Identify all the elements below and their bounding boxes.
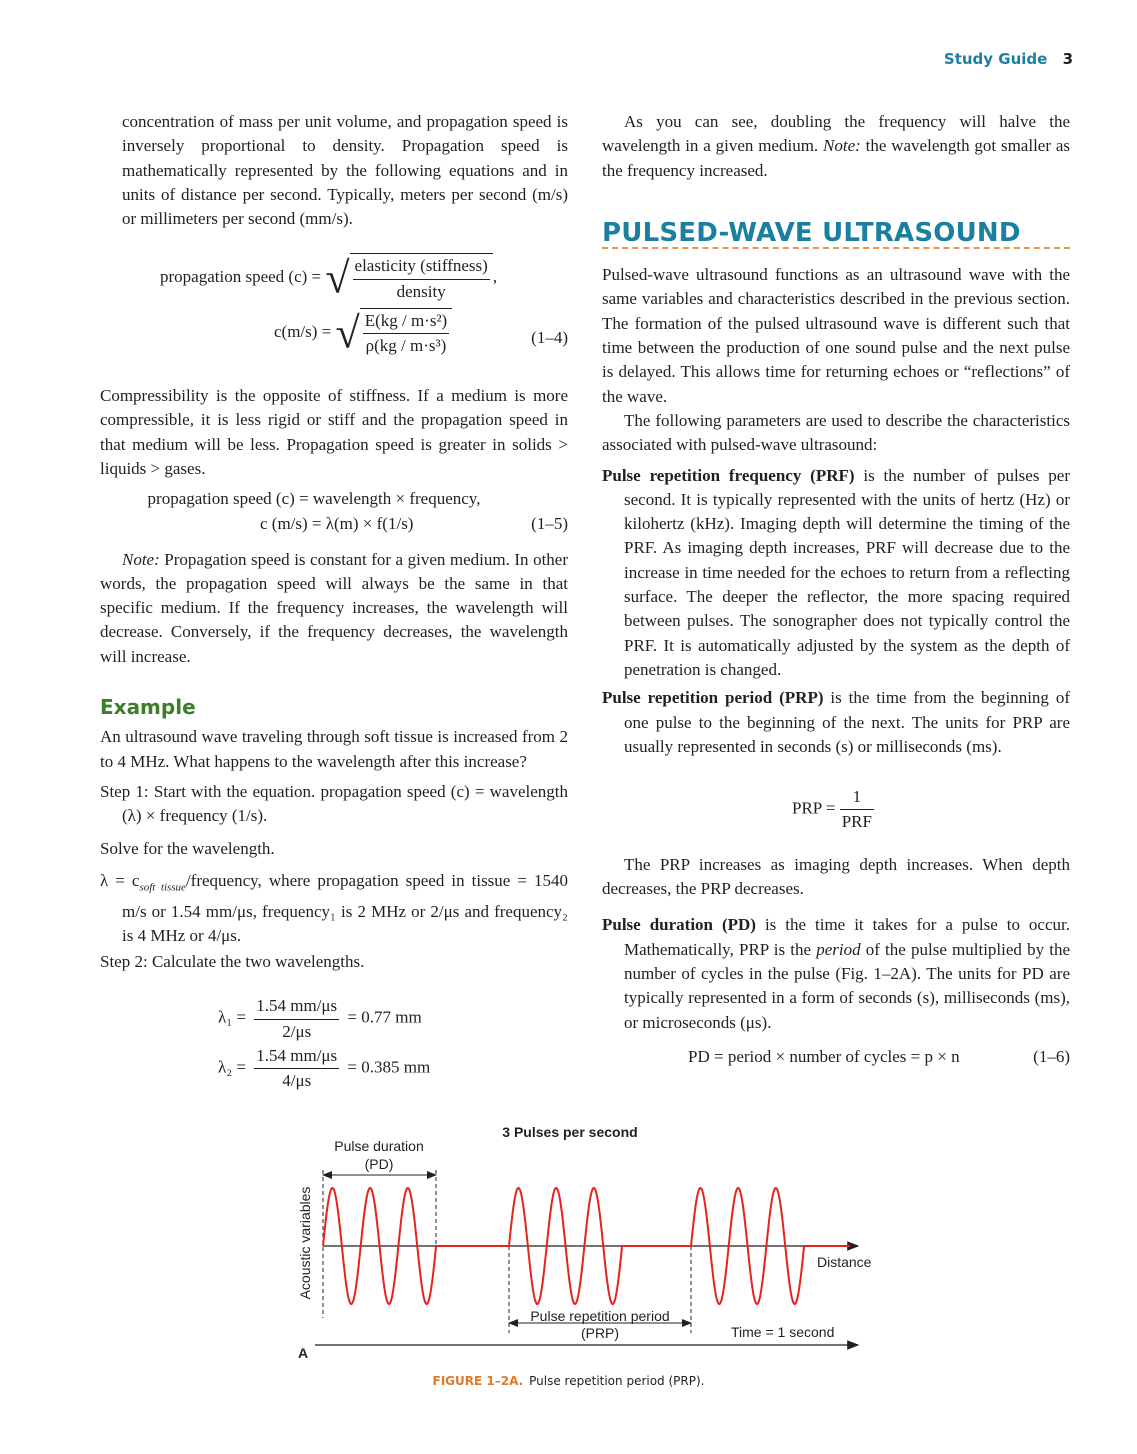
paragraph: Compressibility is the opposite of stiffness. If a medium is more compressible, it is less rigid or stiff and the propagation speed in that medium will be less. Propagation speed is greater in solids > liquids > gases. — [100, 386, 568, 478]
lambda-1-equation: λ₁ = $\frac{1.54 mm/\mu s}{2/\mu s}$ = 0.77 mm — [218, 996, 422, 1041]
paragraph: As you can see, doubling the frequency will halve the wavelength in a given medium. Note: the wavelength got smaller as the frequency increased. — [602, 112, 1070, 180]
pd-label-line-1: Pulse duration — [334, 1138, 424, 1154]
right-column — [602, 110, 1070, 1071]
pulse-figure — [0, 1118, 1137, 1368]
example-heading: Example — [100, 695, 196, 720]
paragraph: The following parameters are used to describe the characteristics associated with pulsed-wave ultrasound: — [602, 410, 1070, 455]
time-label: Time = 1 second — [731, 1324, 835, 1340]
caption-label: FIGURE 1–2A. — [432, 1374, 524, 1388]
page-number: 3 — [1062, 50, 1073, 68]
equation-4: c (m/s) = λ(m) × f(1/s) (1–5) — [260, 513, 568, 533]
equation-2: c(m/s) = √ $\frac{\text{E(kg / m·s²)}}{\text{ρ(kg / m·s³)}}$ (1–4) — [274, 308, 568, 358]
header-section: Study Guide — [943, 50, 1048, 68]
running-header — [944, 50, 1073, 68]
lambda-2-equation: λ₂ = $\frac{1.54 mm/\mu s}{4/\mu s}$ = 0.385 mm — [218, 1046, 431, 1091]
panel-label: A — [298, 1345, 309, 1361]
prf-definition: Pulse repetition frequency (PRF) is the number of pulses per second. It is typically represented with the units of hertz (Hz) or kilohertz (kHz). Imaging depth will determine the timing of the PRF. As imaging depth increases, PRF will decrease due to the increase in time needed for the echoes to return from a reflecting surface. The deeper the reflector, the more spacing required between pulses. The sonographer does not typically control the PRF. It is automatically adjusted by the system as the depth of penetration is changed. — [602, 465, 1070, 679]
prp-definition: Pulse repetition period (PRP) is the time from the beginning of one pulse to the beginning of the next. The units for PRP are usually represented in seconds (s) or milliseconds (ms). — [602, 688, 1070, 756]
step-2: Step 2: Calculate the two wavelengths. — [100, 952, 365, 972]
paragraph: An ultrasound wave traveling through soft tissue is increased from 2 to 4 MHz. What happens to the wavelength after this increase? — [100, 727, 568, 771]
solve-line: Solve for the wavelength. — [100, 838, 275, 858]
prp-equation: PRP = $\frac{1}{\text{PRF}}$ — [792, 787, 872, 832]
pd-label-line-2: (PD) — [364, 1156, 394, 1172]
paragraph: concentration of mass per unit volume, and propagation speed is inversely proportional to density. Propagation speed is mathematically represented by the following equations and in units of distance per second. Typically, meters per second (m/s) or millimeters per second (mm/s). — [122, 112, 568, 229]
paragraph: Pulsed-wave ultrasound functions as an ultrasound wave with the same variables and characteristics described in the previous section. The formation of the pulsed ultrasound wave is different such that time between the production of one sound pulse and the next pulse is delayed. This allows time for returning echoes or “reflections” of the wave. — [602, 265, 1070, 406]
pd-equation: PD = period × number of cycles = p × n (1–6) — [688, 1046, 1070, 1066]
left-column — [100, 110, 568, 1094]
y-axis-label: Acoustic variables — [297, 1186, 313, 1300]
equation-3: propagation speed (c) = wavelength × frequency, — [147, 489, 481, 509]
caption-text: Pulse repetition period (PRP). — [529, 1374, 705, 1388]
figure-title: 3 Pulses per second — [502, 1124, 638, 1140]
figure-caption — [0, 1374, 1137, 1388]
paragraph: The PRP increases as imaging depth increases. When depth decreases, the PRP decreases. — [602, 854, 1070, 899]
lambda-definition: $\lambda = c_{soft tissue}$/frequency, where propagation speed in tissue = 1540 m/s or 1.54 mm/μs, frequency₁ is 2 MHz or 2/μs and frequency₂ is 4 MHz or 4/μs. — [100, 870, 568, 945]
prp-label-line-2: (PRP) — [580, 1325, 620, 1341]
section-heading: PULSED-WAVE ULTRASOUND — [602, 221, 1070, 249]
note-paragraph: Note: Propagation speed is constant for a given medium. In other words, the propagation speed will always be the same in that specific medium. If the frequency increases, the wavelength will decrease. Conversely, if the frequency decreases, the wavelength will increase. — [100, 549, 568, 666]
distance-label: Distance — [817, 1254, 872, 1270]
equation-number: (1–4) — [531, 328, 568, 348]
step-1: Step 1: Start with the equation. propagation speed (c) = wavelength (λ) × frequency (1/s). — [100, 781, 568, 826]
equation-1: propagation speed (c) = √ $\frac{\text{elasticity (stiffness)}}{\text{density}}$ , — [160, 253, 498, 303]
pd-definition: Pulse duration (PD) is the time it takes for a pulse to occur. Mathematically, PRP is the period of the pulse multiplied by the number of cycles in the pulse (Fig. 1–2A). The units for PD are typically represented in a form of seconds (s), milliseconds (ms), or microseconds (μs). — [602, 915, 1070, 1032]
prp-label-line-1: Pulse repetition period — [530, 1308, 670, 1324]
